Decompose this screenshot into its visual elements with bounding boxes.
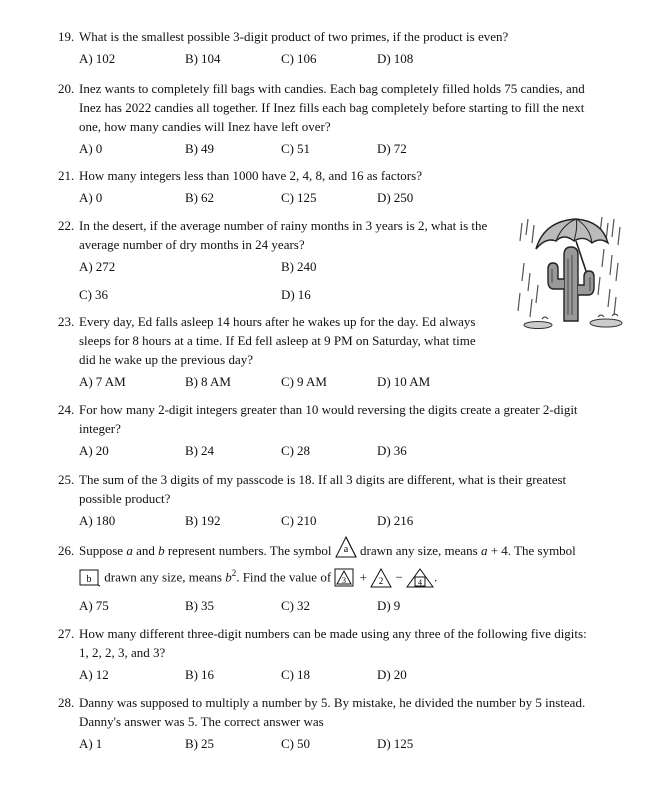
answer-choices: [79, 667, 619, 685]
answer-choices: [79, 598, 619, 616]
svg-text:a: a: [343, 544, 348, 556]
question-25: [58, 470, 618, 508]
choice-b[interactable]: B) 192: [185, 513, 221, 528]
choice-a[interactable]: A) 0: [79, 141, 103, 156]
choice-c[interactable]: C) 50: [281, 736, 310, 751]
choice-d[interactable]: D) 20: [377, 667, 407, 682]
question-number: 27.: [58, 626, 75, 641]
choice-a[interactable]: A) 75: [79, 598, 109, 613]
choice-c[interactable]: C) 32: [281, 598, 310, 613]
question-number: 26.: [58, 543, 75, 558]
choice-b[interactable]: B) 49: [185, 141, 214, 156]
question-number: 23.: [58, 314, 75, 329]
question-text: Inez has 2022 candies all together. If Inez fills each bag completely before starting to fill the next: [79, 100, 585, 115]
answer-choices: [79, 51, 619, 69]
choice-a[interactable]: A) 20: [79, 443, 109, 458]
choice-d[interactable]: D) 10 AM: [377, 374, 431, 389]
question-text: For how many 2-digit integers greater than 10 would reversing the digits create a greater 2-digit: [79, 402, 578, 417]
choice-b[interactable]: B) 24: [185, 443, 214, 458]
question-text: average number of dry months in 24 years?: [79, 237, 305, 252]
choice-a[interactable]: A) 7 AM: [79, 374, 126, 389]
choice-b[interactable]: B) 8 AM: [185, 374, 231, 389]
choice-c[interactable]: C) 9 AM: [281, 374, 327, 389]
svg-text:b: b: [86, 574, 92, 586]
question-text: Danny's answer was 5. The correct answer was: [79, 714, 324, 729]
answer-choices: [79, 141, 619, 159]
question-number: 25.: [58, 472, 75, 487]
question-number: 19.: [58, 29, 75, 44]
question-text: How many integers less than 1000 have 2, 4, 8, and 16 as factors?: [79, 168, 422, 183]
question-number: 20.: [58, 81, 75, 96]
question-28: [58, 693, 618, 731]
answer-choices: [79, 443, 619, 461]
question-text: 1, 2, 2, 3, and 3?: [79, 645, 166, 660]
question-27: [58, 624, 618, 662]
question-text: In the desert, if the average number of rainy months in 3 years is 2, what is the: [79, 218, 488, 233]
choice-d[interactable]: D) 36: [377, 443, 407, 458]
triangle-symbol-icon: [335, 536, 357, 558]
question-26: 26. Suppose a and b represent numbers. The symbol a drawn any size, means a + 4. The symbol b drawn any size, means $b^2$. Find the value of 3 + 2 − 4 .: [58, 540, 618, 588]
question-23: [58, 312, 618, 369]
square-symbol-icon: [79, 569, 101, 587]
choice-b[interactable]: B) 240: [281, 259, 317, 274]
choice-b[interactable]: B) 25: [185, 736, 214, 751]
choice-c[interactable]: C) 210: [281, 513, 317, 528]
question-text: sleeps for 8 hours at a time. If Ed fell asleep at 9 PM on Saturday, what time: [79, 333, 476, 348]
choice-a[interactable]: A) 12: [79, 667, 109, 682]
choice-b[interactable]: B) 16: [185, 667, 214, 682]
question-text: did he wake up the previous day?: [79, 352, 254, 367]
question-text: How many different three-digit numbers can be made using any three of the following five digits:: [79, 626, 587, 641]
choice-a[interactable]: A) 1: [79, 736, 103, 751]
question-number: 28.: [58, 695, 75, 710]
triangle-symbol-icon: [370, 568, 392, 588]
choice-c[interactable]: C) 28: [281, 443, 310, 458]
question-21: [58, 166, 618, 185]
svg-text:4: 4: [418, 578, 423, 588]
question-number: 24.: [58, 402, 75, 417]
answer-choices: [79, 190, 619, 208]
choice-a[interactable]: A) 180: [79, 513, 116, 528]
choice-d[interactable]: D) 16: [281, 287, 311, 302]
choice-c[interactable]: C) 106: [281, 51, 317, 66]
question-text: one, how many candies will Inez have left over?: [79, 119, 331, 134]
choice-b[interactable]: B) 104: [185, 51, 221, 66]
question-number: 21.: [58, 168, 75, 183]
nested-symbol-icon: [406, 568, 434, 588]
choice-c[interactable]: C) 51: [281, 141, 310, 156]
choice-c[interactable]: C) 36: [79, 287, 108, 302]
question-text: What is the smallest possible 3-digit product of two primes, if the product is even?: [79, 29, 509, 44]
question-text: The sum of the 3 digits of my passcode is 18. If all 3 digits are different, what is their greatest: [79, 472, 567, 487]
answer-choices: [79, 736, 619, 754]
question-19: [58, 27, 618, 46]
choice-b[interactable]: B) 62: [185, 190, 214, 205]
choice-a[interactable]: A) 0: [79, 190, 103, 205]
cactus-icon: [548, 247, 594, 321]
answer-choices: [79, 513, 619, 531]
choice-b[interactable]: B) 35: [185, 598, 214, 613]
choice-c[interactable]: C) 125: [281, 190, 317, 205]
choice-d[interactable]: D) 250: [377, 190, 414, 205]
choice-d[interactable]: D) 125: [377, 736, 414, 751]
svg-text:3: 3: [342, 576, 347, 586]
choice-a[interactable]: A) 102: [79, 51, 116, 66]
choice-d[interactable]: D) 9: [377, 598, 401, 613]
question-number: 22.: [58, 218, 75, 233]
choice-d[interactable]: D) 108: [377, 51, 414, 66]
question-text: possible product?: [79, 491, 171, 506]
question-20: [58, 79, 618, 136]
choice-c[interactable]: C) 18: [281, 667, 310, 682]
choice-a[interactable]: A) 272: [79, 259, 116, 274]
choice-d[interactable]: D) 216: [377, 513, 414, 528]
svg-text:2: 2: [379, 576, 384, 587]
question-24: [58, 400, 618, 438]
question-text: Inez wants to completely fill bags with candies. Each bag completely filled holds 75 candies, and: [79, 81, 585, 96]
answer-choices: [79, 374, 619, 392]
nested-symbol-icon: [334, 568, 356, 588]
question-text: Every day, Ed falls asleep 14 hours after he wakes up for the day. Ed always: [79, 314, 476, 329]
question-text: Danny was supposed to multiply a number by 5. By mistake, he divided the number by 5 instead.: [79, 695, 586, 710]
question-text: integer?: [79, 421, 121, 436]
choice-d[interactable]: D) 72: [377, 141, 407, 156]
